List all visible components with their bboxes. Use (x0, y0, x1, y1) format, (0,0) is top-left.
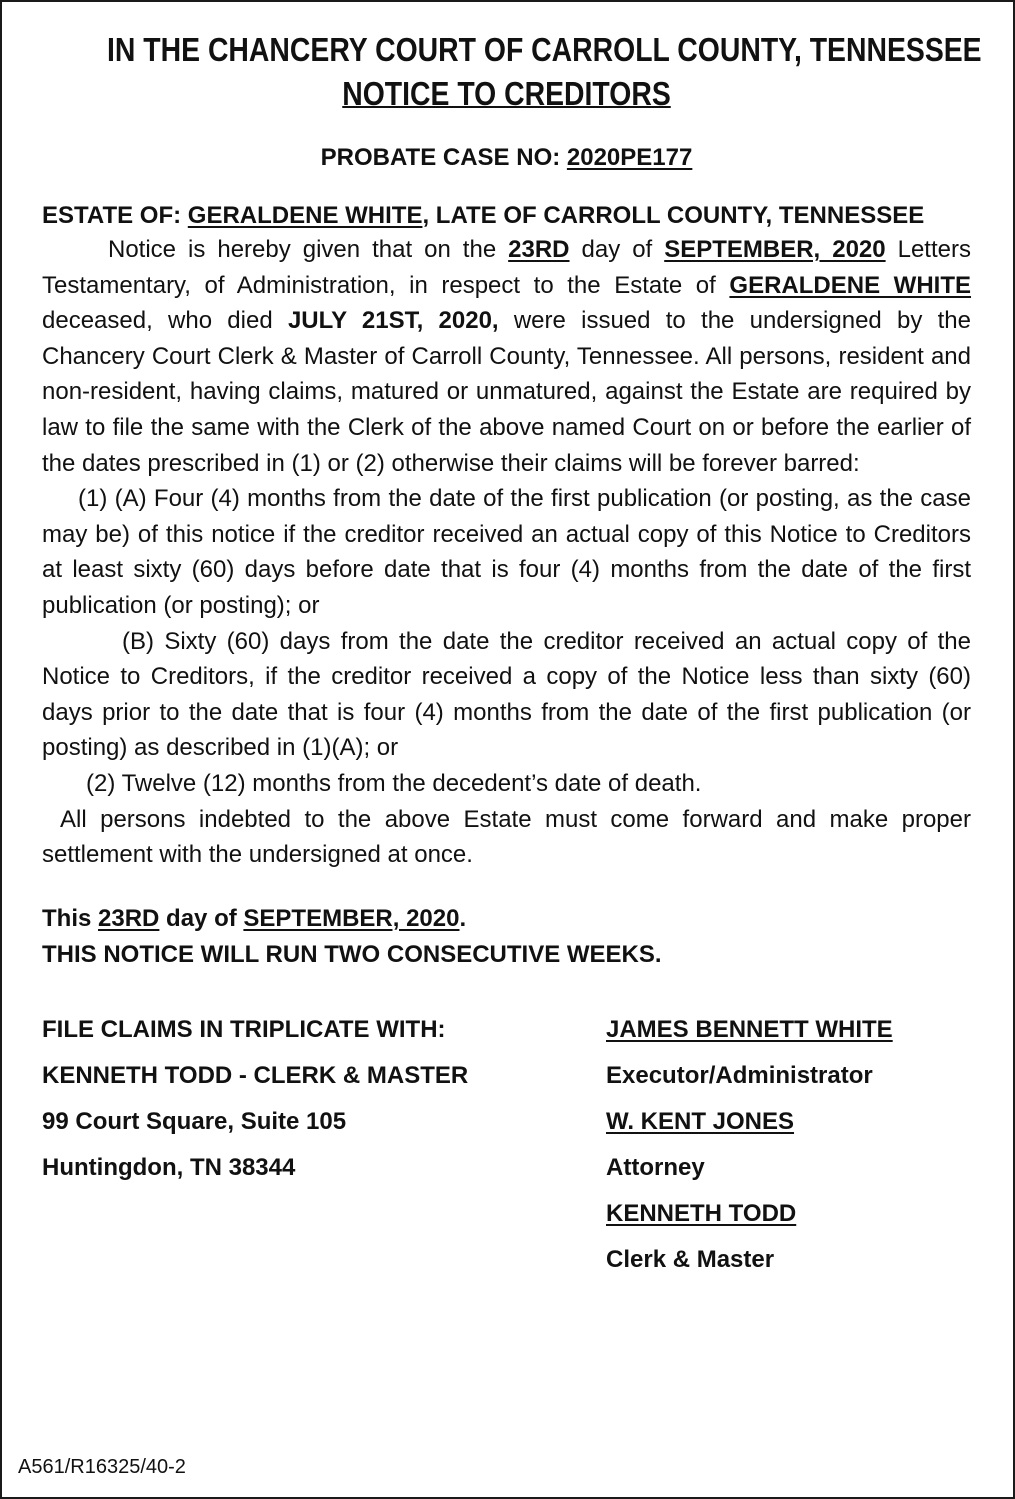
p1-text-d: deceased, who died (42, 307, 288, 335)
file-claims-clerk: KENNETH TODD - CLERK & MASTER (42, 1061, 469, 1089)
executor-title: Executor/Administrator (606, 1061, 873, 1089)
executor-name: JAMES BENNETT WHITE (606, 1015, 893, 1043)
p1-text-e: were issued to the undersigned by the Chancery Court Clerk & Master of Carroll County, Tennessee. All persons, resident and non-resident, having claims, matured or unmatured, against the Estate are required by law to file the same with the Clerk of the above named Court on or before the earlier of the dates prescribed in (1) or (2) otherwise their claims will be forever barred: (42, 307, 971, 477)
estate-label: ESTATE OF: (42, 202, 188, 229)
p1-month: SEPTEMBER, 2020 (664, 236, 886, 263)
p1-decedent-name: GERALDENE WHITE (729, 271, 972, 299)
file-claims-city: Huntingdon, TN 38344 (42, 1153, 296, 1181)
p1-text-a: Notice is hereby given that on the (108, 236, 509, 263)
attorney-name: W. KENT JONES (606, 1107, 795, 1135)
dated-month-year: SEPTEMBER, 2020 (243, 904, 460, 932)
dated-line (42, 901, 971, 937)
notice-content (42, 28, 982, 1283)
case-number: 2020PE177 (566, 144, 693, 171)
file-claims-block (42, 1007, 606, 1283)
p1-text-b: day of (569, 236, 665, 263)
case-label: PROBATE CASE NO: (320, 144, 567, 171)
run-notice: THIS NOTICE WILL RUN TWO CONSECUTIVE WEEKS. (42, 940, 662, 968)
court-title: IN THE CHANCERY COURT OF CARROLL COUNTY, TENNESSEE (107, 31, 982, 68)
p1-day: 23RD (508, 236, 570, 263)
probate-case-line (42, 142, 971, 174)
notice-paragraph-1a: (1) (A) Four (4) months from the date of the first publication (or posting, as the case may be) of this notice if the creditor received an actual copy of this Notice to Creditors at least sixty (60) days before date that is four (4) months from the date of the first publication (or posting); or (42, 485, 971, 619)
estate-name: GERALDENE WHITE (187, 202, 423, 229)
p1-death-date: JULY 21ST, 2020, (287, 307, 499, 335)
clerk-name: KENNETH TODD (606, 1199, 797, 1227)
notice-body (42, 232, 971, 873)
file-claims-heading: FILE CLAIMS IN TRIPLICATE WITH: (42, 1015, 446, 1043)
dated-day: 23RD (98, 904, 160, 932)
dated-period: . (459, 904, 467, 932)
notice-paragraph-indebted: All persons indebted to the above Estate must come forward and make proper settlement with the undersigned at once. (42, 805, 971, 869)
closing-block (42, 901, 971, 973)
file-claims-address: 99 Court Square, Suite 105 (42, 1107, 347, 1135)
clerk-title: Clerk & Master (606, 1245, 775, 1273)
estate-line (42, 200, 971, 232)
ad-reference-code: A561/R16325/40-2 (18, 1456, 186, 1478)
notice-title: NOTICE TO CREDITORS (342, 75, 671, 112)
p1-text-c: Letters Testamentary, of Administration, in respect to the Estate of (42, 236, 971, 299)
dated-day-of: day of (159, 904, 244, 932)
dated-this: This (42, 904, 99, 932)
signature-columns (42, 1007, 971, 1283)
estate-rest: , LATE OF CARROLL COUNTY, TENNESSEE (422, 202, 925, 229)
notice-paragraph-1b: (B) Sixty (60) days from the date the creditor received an actual copy of the Notice to Creditors, if the creditor received a copy of the Notice less than sixty (60) days prior to the date that is four (4) months from the date of the first publication (or posting) as described in (1)(A); or (42, 627, 971, 762)
attorney-title: Attorney (606, 1153, 705, 1181)
notice-paragraph-2: (2) Twelve (12) months from the decedent’s date of death. (86, 769, 702, 797)
notice-paragraph-1 (42, 232, 971, 481)
signatories-block (606, 1007, 971, 1283)
